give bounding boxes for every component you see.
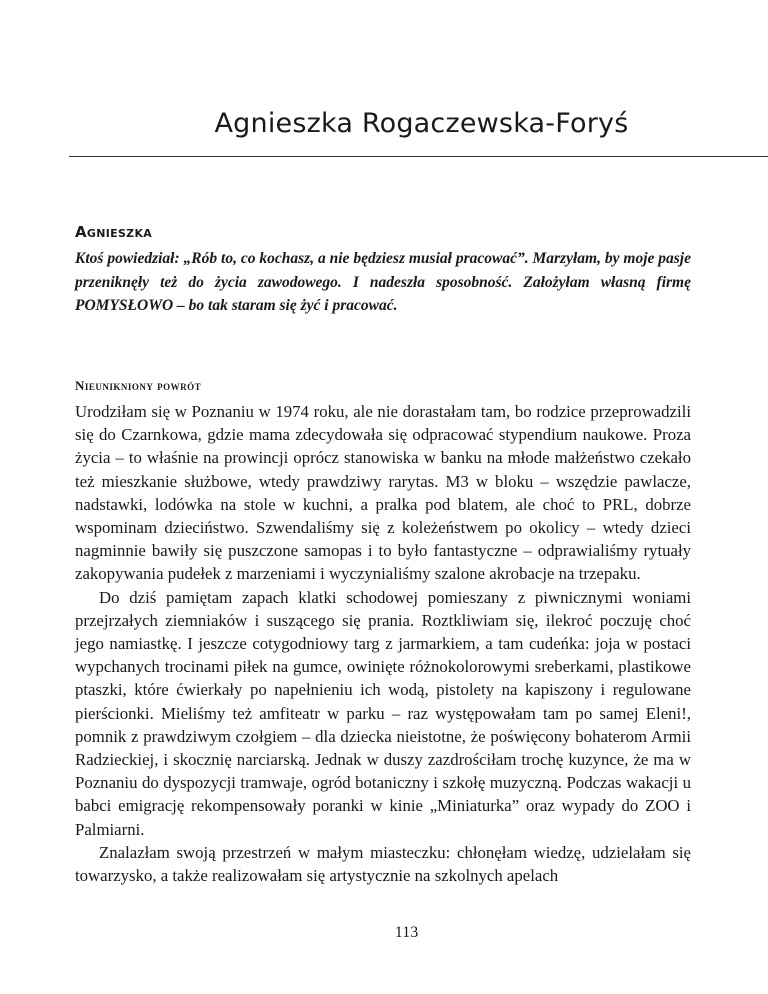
paragraph: Do dziś pamiętam zapach klatki schodowej pomieszany z piwnicznymi woniami przejrzałych ziemniaków i suszącego się prania. Roztkliwiam się, ilekroć poczuję choć jego namiastkę. I jeszcze cotygodniowy targ z jarmarkiem, a tam cudeńka: joja w postaci wypchanych trocinami piłek na gumce, owinięte różnokolorowymi sreberkami, plastikowe ptaszki, które ćwierkały po napełnieniu ich wodą, pistolety na kapiszony i regulowane pierścionki. Mieliśmy też amfiteatr w parku – raz występowałam tam po samej Eleni!, pomnik z prawdziwym czołgiem – dla dziecka nieistotne, że poświęcony bohaterom Armii Radzieckiej, i skocznię narciarską. Jednak w duszy zazdrościłam trochę kuzynce, że ma w Poznaniu do dyspozycji tramwaje, ogród botaniczny i szkołę muzyczną. Podczas wakacji u babci emigrację rekompensowały poranki w kinie „Miniaturka” oraz wypady do ZOO i Palmiarni. <box>75 587 691 839</box>
section-title: Agnieszka <box>75 223 153 241</box>
paragraph: Urodziłam się w Poznaniu w 1974 roku, ale nie dorastałam tam, bo rodzice przeprowadzili się do Czarnkowa, gdzie mama zdecydowała się odpracować stypendium naukowe. Proza życia – to właśnie na prowincji oprócz stanowiska w banku na młode małżeństwo czekało też mieszkanie służbowe, wtedy prawdziwy rarytas. M3 w bloku – wszędzie pawlacze, nadstawki, lodówka na stole w kuchni, a pralka pod blatem, ale choć to PRL, dobrze wspominam dzieciństwo. Szwendaliśmy się z koleżeństwem po okolicy – wtedy dzieci nagminnie bawiły się puszczone samopas i to było fantastyczne – odprawialiśmy rytuały zakopywania pudełek z marzeniami i wyczynialiśmy szalone akrobacje na trzepaku. <box>75 402 691 584</box>
paragraph: Znalazłam swoją przestrzeń w małym miasteczku: chłonęłam wiedzę, udzielałam się towarzysko, a także realizowałam się artystycznie na szkolnych apelach <box>75 842 691 886</box>
body-text <box>75 400 691 887</box>
subsection-title: Nieunikniony powrót <box>75 378 202 393</box>
page-number: 113 <box>394 924 419 941</box>
header-rule <box>69 156 768 157</box>
running-header-author: Agnieszka Rogaczewska-Foryś <box>214 108 629 139</box>
epigraph: Ktoś powiedział: „Rób to, co kochasz, a nie będziesz musiał pracować”. Marzyłam, by moje pasje przeniknęły też do życia zawodowego. I nadeszła sposobność. Założyłam własną firmę POMYSŁOWO – bo tak staram się żyć i pracować. <box>75 250 691 314</box>
